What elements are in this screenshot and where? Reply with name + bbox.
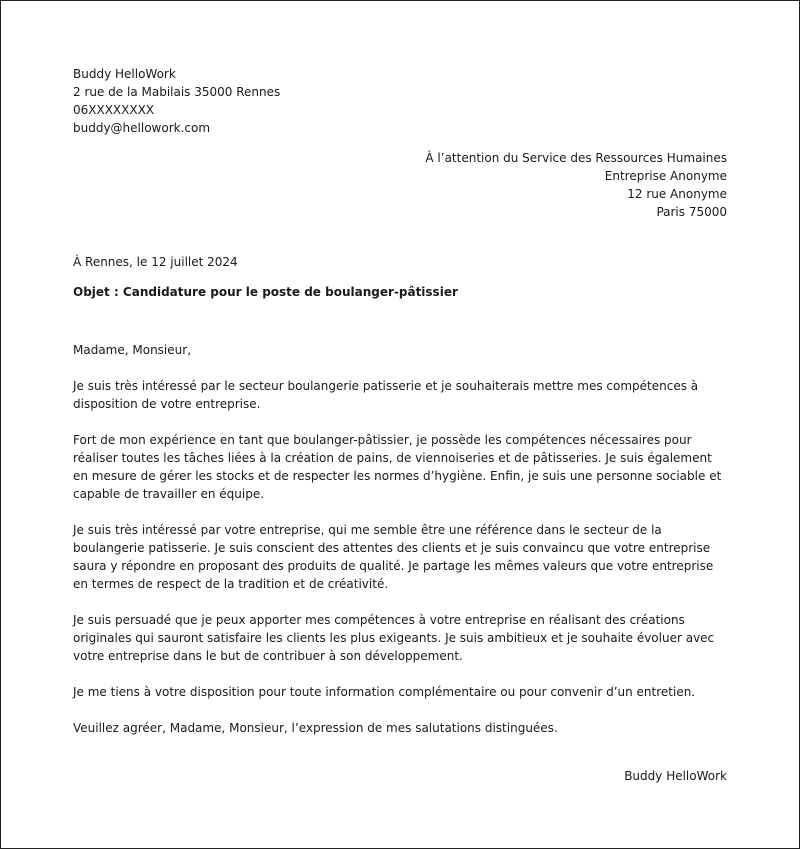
body-paragraph: Fort de mon expérience en tant que boulanger-pâtissier, je possède les compétences nécessaires pour réaliser toutes les tâches liées à la création de pains, de viennoiseries et de pâtisseries. Je suis également en mesure de gérer les stocks et de respecter les normes d’hygiène. Enfin, je suis une personne sociable et capable de travailler en équipe. [73,433,722,501]
sender-address: 2 rue de la Mabilais 35000 Rennes [73,85,281,99]
body-paragraph: Je me tiens à votre disposition pour toute information complémentaire ou pour convenir d’un entretien. [73,685,696,699]
salutation: Madame, Monsieur, [73,343,192,357]
closing-paragraph: Veuillez agréer, Madame, Monsieur, l’expression de mes salutations distinguées. [73,721,558,735]
recipient-block [425,149,727,221]
body-paragraph: Je suis très intéressé par le secteur boulangerie patisserie et je souhaiterais mettre mes compétences à disposition de votre entreprise. [73,379,699,411]
recipient-city: Paris 75000 [656,205,727,219]
signature: Buddy HelloWork [624,769,727,783]
letter-body [73,341,729,755]
sender-phone: 06XXXXXXXX [73,103,155,117]
recipient-attention: À l’attention du Service des Ressources Humaines [425,151,727,165]
recipient-company: Entreprise Anonyme [604,169,727,183]
body-paragraph: Je suis très intéressé par votre entreprise, qui me semble être une référence dans le secteur de la boulangerie patisserie. Je suis conscient des attentes des clients et je suis convaincu que votre entreprise saura y répondre en proposant des produits de qualité. Je partage les mêmes valeurs que votre entreprise en termes de respect de la tradition et de créativité. [73,523,714,591]
sender-email: buddy@hellowork.com [73,121,211,135]
sender-block [73,65,280,137]
recipient-street: 12 rue Anonyme [627,187,727,201]
date-line: À Rennes, le 12 juillet 2024 [73,255,238,269]
subject-line: Objet : Candidature pour le poste de boulanger-pâtissier [73,285,458,299]
sender-name: Buddy HelloWork [73,67,176,81]
body-paragraph: Je suis persuadé que je peux apporter mes compétences à votre entreprise en réalisant des créations originales qui sauront satisfaire les clients les plus exigeants. Je suis ambitieux et je souhaite évoluer avec votre entreprise dans le but de contribuer à son développement. [73,613,715,663]
